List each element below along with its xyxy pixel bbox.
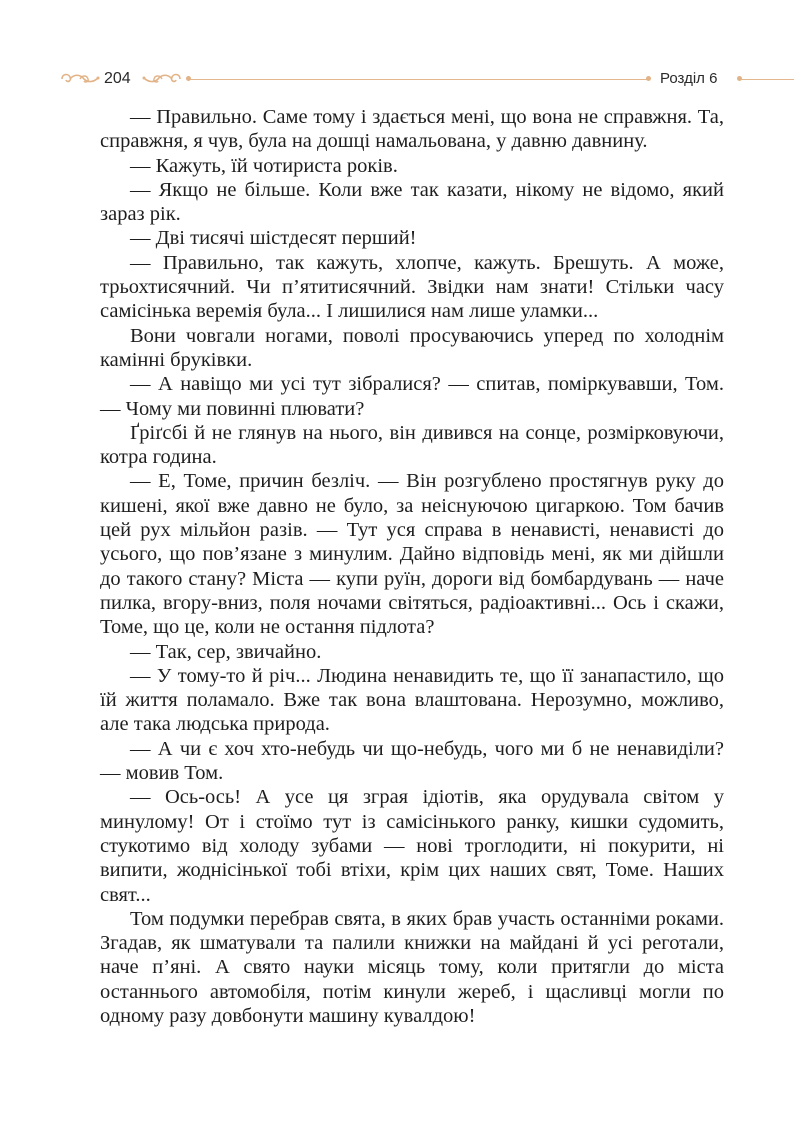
running-header bbox=[0, 62, 794, 96]
paragraph: — Правильно. Саме тому і здається мені, що вона не справжня. Та, справжня, я чув, була на дошці намальована, у давню давнину. bbox=[100, 106, 724, 153]
paragraph: — А чи є хоч хто-небудь чи що-небудь, чого ми б не ненавиділи? — мовив Том. bbox=[100, 737, 724, 785]
paragraph: Вони човгали ногами, поволі просуваючись уперед по холоднім камінні бруківки. bbox=[100, 324, 724, 371]
body-text bbox=[100, 105, 724, 1028]
swirl-ornament-icon bbox=[142, 71, 182, 92]
paragraph: Ґріґсбі й не глянув на нього, він дивився на сонце, розмірковуючи, котра година. bbox=[100, 421, 724, 469]
paragraph: — Кажуть, їй чотириста років. bbox=[130, 154, 398, 177]
page-number: 204 bbox=[104, 70, 131, 87]
header-rule bbox=[190, 79, 648, 80]
paragraph: — У тому-то й річ... Людина ненавидить те, що її занапастило, що їй життя поламало. Вже так вона влаштована. Нерозумно, можливо, але така людська природа. bbox=[100, 664, 724, 736]
paragraph: — Е, Томе, причин безліч. — Він розгублено простягнув руку до кишені, якої вже давно не було, за неіснуючою цигаркою. Том бачив цей рух мільйон разів. — Тут уся справа в ненависті, ненависті до усього, що пов’язане з минулим. Дайно відповідь мені, як ми дійшли до такого стану? Міста — купи руїн, дороги від бомбардувань — наче пилка, вгору-вниз, поля ночами світяться, радіоактивні... Ось і скажи, Томе, що це, коли не остання підлота? bbox=[100, 470, 724, 639]
header-rule bbox=[741, 79, 794, 80]
paragraph: — Так, сер, звичайно. bbox=[130, 640, 322, 663]
swirl-ornament-icon bbox=[60, 71, 100, 92]
paragraph: — А навіщо ми усі тут зібралися? — спитав, поміркувавши, Том. — Чому ми повинні плювати? bbox=[100, 373, 724, 420]
paragraph: — Правильно, так кажуть, хлопче, кажуть. Брешуть. А може, трьохтисячний. Чи п’ятитисячний. Звідки нам знати! Стільки часу самісінька веремія була... І лишилися нам лише уламки... bbox=[100, 251, 724, 323]
section-title: Розділ 6 bbox=[660, 70, 718, 87]
header-rule-dot bbox=[646, 76, 651, 81]
paragraph: — Ось-ось! А усе ця зграя ідіотів, яка орудувала світом у минулому! От і стоїмо тут із самісінького ранку, кишки судомить, стукотимо від холоду зубами — нові троглодити, ні покурити, ні випити, жоднісінької тобі втіхи, крім цих наших свят, Томе. Наших свят... bbox=[100, 786, 724, 906]
paragraph: Том подумки перебрав свята, в яких брав участь останніми роками. Згадав, як шматували та палили книжки на майдані й усі реготали, наче п’яні. А свято науки місяць тому, коли притягли до міста останнього автомобіля, потім кинули жереб, і щасливці могли по одному разу довбонути машину кувалдою! bbox=[100, 907, 724, 1027]
paragraph: — Якщо не більше. Коли вже так казати, нікому не відомо, який зараз рік. bbox=[100, 178, 724, 226]
paragraph: — Дві тисячі шістдесят перший! bbox=[130, 227, 417, 250]
